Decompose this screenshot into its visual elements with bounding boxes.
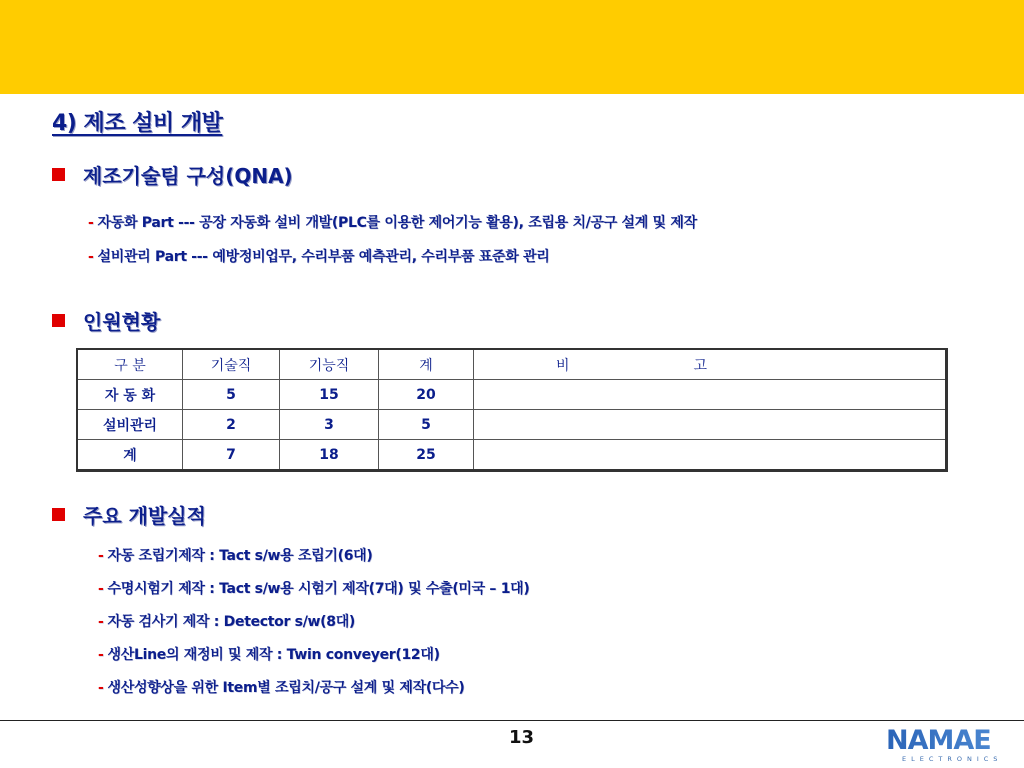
team-line-automation: - 자동화 Part --- 공장 자동화 설비 개발(PLC를 이용한 제어기능 활용), 조립용 치/공구 설계 및 제작 xyxy=(88,215,697,231)
dash-bullet-icon: - xyxy=(88,215,94,231)
team-line-maintenance: - 설비관리 Part --- 예방정비업무, 수리부품 예측관리, 수리부품 표준화 관리 xyxy=(88,249,550,265)
header-cell: 기능직 xyxy=(280,349,379,380)
table-cell: 2 xyxy=(183,410,280,440)
table-cell: 설비관리 xyxy=(77,410,183,440)
dash-bullet-icon: - xyxy=(98,647,104,663)
page-title: 4) 제조 설비 개발 xyxy=(52,111,223,136)
red-square-bullet-icon xyxy=(52,508,65,521)
table-cell xyxy=(474,440,947,471)
table-row xyxy=(77,440,947,471)
logo-wordmark: NAMAE xyxy=(886,725,991,756)
header-cell: 계 xyxy=(379,349,474,380)
table-cell: 18 xyxy=(280,440,379,471)
dash-bullet-icon: - xyxy=(98,614,104,630)
table-cell: 25 xyxy=(379,440,474,471)
table-cell: 5 xyxy=(183,380,280,410)
table-cell: 3 xyxy=(280,410,379,440)
table-cell: 자 동 화 xyxy=(77,380,183,410)
table-cell xyxy=(474,410,947,440)
section-heading-team xyxy=(52,160,293,189)
achievement-item: - 생산Line의 재정비 및 제작 : Twin conveyer(12대) xyxy=(98,647,440,663)
section-heading-achievements xyxy=(52,500,206,529)
header-cell-remarks: 비 고 xyxy=(474,349,947,380)
header-accent-bar xyxy=(0,0,1024,94)
dash-bullet-icon: - xyxy=(88,249,94,265)
table-header-row xyxy=(77,349,947,380)
table-cell: 5 xyxy=(379,410,474,440)
table-cell: 7 xyxy=(183,440,280,471)
table-row xyxy=(77,380,947,410)
table-cell: 계 xyxy=(77,440,183,471)
table-cell: 15 xyxy=(280,380,379,410)
footer-divider xyxy=(0,720,1024,721)
table-row xyxy=(77,410,947,440)
section-heading-text: 주요 개발실적 xyxy=(83,504,206,528)
page-number: 13 xyxy=(509,727,535,748)
section-heading-text: 인원현황 xyxy=(83,310,161,334)
achievement-item: - 수명시험기 제작 : Tact s/w용 시험기 제작(7대) 및 수출(미국 – 1대) xyxy=(98,581,530,597)
achievement-item: - 자동 검사기 제작 : Detector s/w(8대) xyxy=(98,614,356,630)
company-logo xyxy=(884,724,1008,764)
table-cell xyxy=(474,380,947,410)
logo-subtitle: ELECTRONICS xyxy=(902,755,1003,763)
achievement-item: - 생산성향상을 위한 Item별 조립치/공구 설계 및 제작(다수) xyxy=(98,680,465,696)
header-cell: 기술직 xyxy=(183,349,280,380)
table-cell: 20 xyxy=(379,380,474,410)
section-heading-staff xyxy=(52,306,160,335)
red-square-bullet-icon xyxy=(52,168,65,181)
achievement-item: - 자동 조립기제작 : Tact s/w용 조립기(6대) xyxy=(98,548,373,564)
dash-bullet-icon: - xyxy=(98,548,104,564)
staff-table xyxy=(76,348,948,472)
dash-bullet-icon: - xyxy=(98,680,104,696)
section-heading-text: 제조기술팀 구성(QNA) xyxy=(83,164,293,188)
dash-bullet-icon: - xyxy=(98,581,104,597)
red-square-bullet-icon xyxy=(52,314,65,327)
header-cell: 구 분 xyxy=(77,349,183,380)
